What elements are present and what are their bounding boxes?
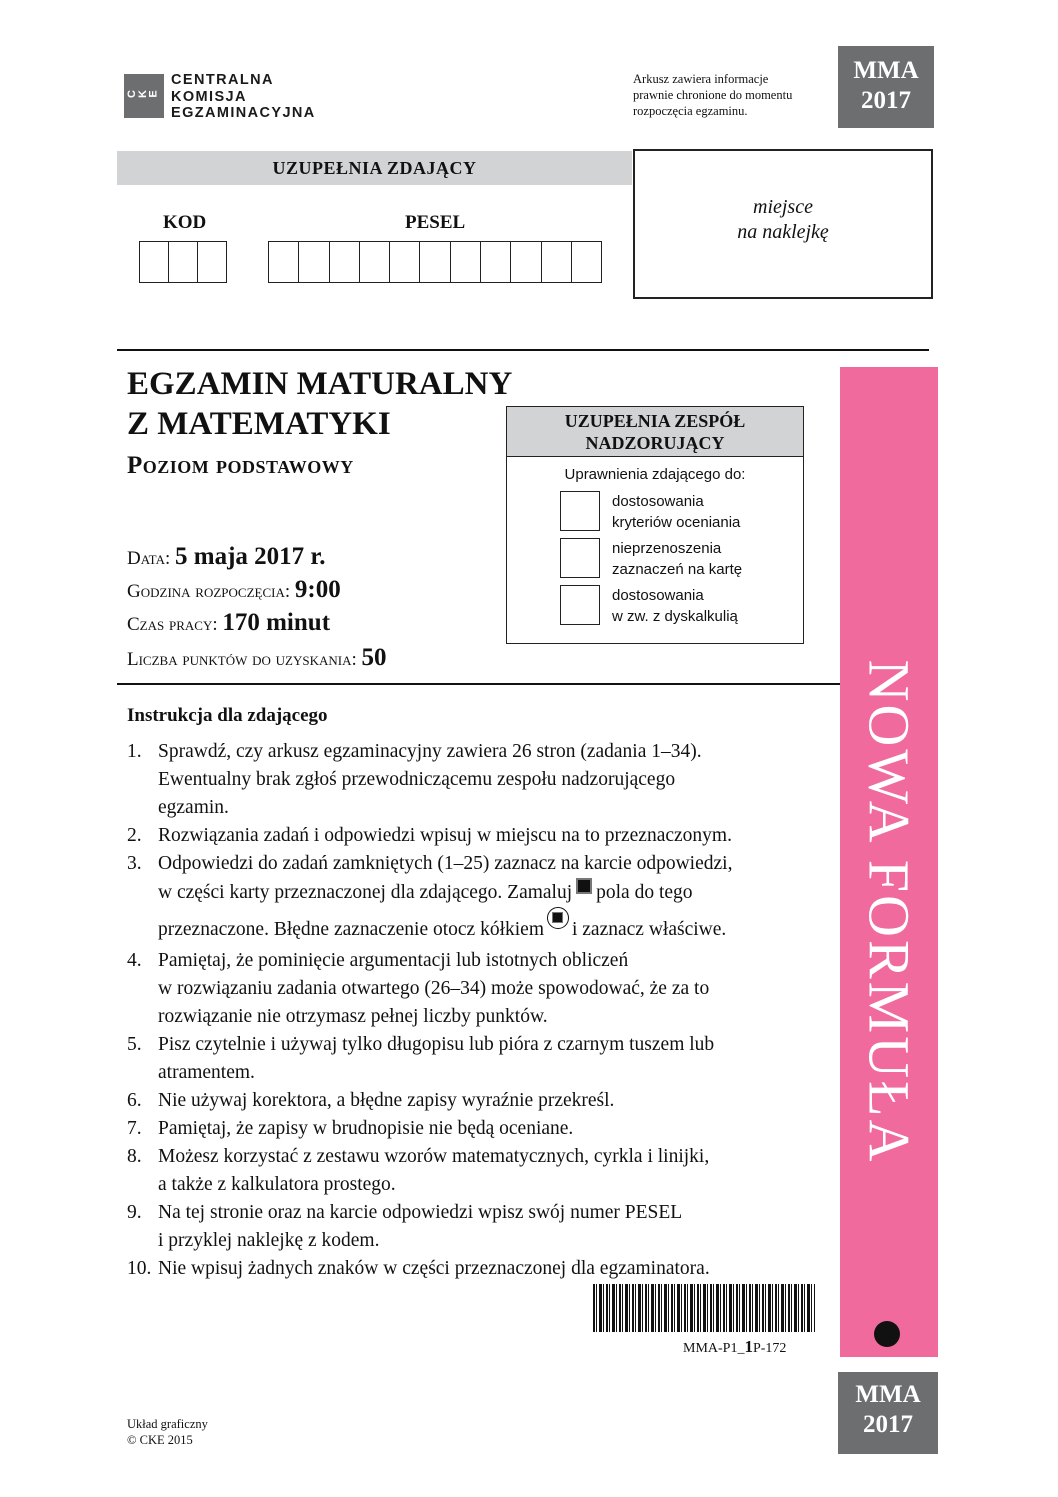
instruction-text: Nie wpisuj żadnych znaków w części przeznaczonej dla egzaminatora. [158, 1258, 710, 1279]
instruction-item [127, 1199, 807, 1255]
duration-value: 170 minut [222, 609, 331, 636]
divider-middle [117, 683, 840, 685]
pesel-digit-cell[interactable] [330, 242, 360, 282]
pesel-digit-cell[interactable] [511, 242, 541, 282]
logo-letter: K [136, 90, 149, 98]
instruction-item [127, 1115, 807, 1143]
date-value: 5 maja 2017 r. [175, 543, 326, 570]
instruction-item [127, 1087, 807, 1115]
footer-line: Układ graficzny [127, 1417, 208, 1431]
kod-digit-cell[interactable] [198, 242, 227, 282]
instruction-number: 9. [127, 1202, 142, 1223]
divider-top [117, 349, 929, 351]
logo-line: CENTRALNA [171, 72, 274, 88]
instruction-number: 7. [127, 1118, 142, 1139]
permission-label [612, 491, 740, 533]
exam-start-time [127, 576, 341, 604]
instruction-item [127, 1031, 807, 1087]
cke-logo [124, 72, 334, 122]
sticker-label-line: miejsce [753, 196, 813, 218]
pesel-digit-cell[interactable] [572, 242, 602, 282]
instructions-list [127, 738, 807, 1283]
instruction-item [127, 1143, 807, 1199]
barcode-code [683, 1337, 786, 1357]
instruction-text: Odpowiedzi do zadań zamkniętych (1–25) zaznacz na karcie odpowiedzi, [158, 853, 733, 874]
exam-title-line: EGZAMIN MATURALNY [127, 366, 513, 402]
exam-code-top [838, 46, 934, 128]
instruction-text: Sprawdź, czy arkusz egzaminacyjny zawiera 26 stron (zadania 1–34). [158, 741, 702, 762]
pesel-label: PESEL [405, 212, 466, 233]
pesel-digit-cell[interactable] [360, 242, 390, 282]
instruction-text: Ewentualny brak zgłoś przewodniczącemu zespołu nadzorującego [158, 769, 676, 790]
footer-credits [127, 1416, 208, 1448]
cke-logo-mark [124, 74, 164, 118]
pesel-digit-cell[interactable] [542, 242, 572, 282]
permission-checkbox[interactable] [560, 491, 600, 531]
exam-code-line: MMA [853, 57, 919, 84]
permission-label-line: zaznaczeń na kartę [612, 561, 743, 578]
kod-field[interactable] [139, 241, 227, 283]
supervisors-header-line: UZUPEŁNIA ZESPÓŁ [564, 411, 746, 431]
instruction-text: Pisz czytelnie i używaj tylko długopisu lub pióra z czarnym tuszem lub [158, 1034, 715, 1055]
instruction-number: 2. [127, 825, 142, 846]
pesel-digit-cell[interactable] [299, 242, 329, 282]
permission-label-line: dostosowania [612, 493, 704, 510]
instruction-item [127, 738, 807, 822]
supervisors-subtitle: Uprawnienia zdającego do: [564, 466, 746, 483]
exam-code-bottom [838, 1372, 938, 1454]
instruction-text: w części karty przeznaczonej dla zdającego. Zamaluj [158, 882, 573, 903]
barcode [593, 1284, 815, 1332]
exam-points [127, 644, 386, 672]
start-value: 9:00 [294, 576, 341, 603]
new-formula-text: NOWA FORMUŁA [856, 659, 922, 1165]
banner-dot [874, 1321, 900, 1347]
instruction-text: Na tej stronie oraz na karcie odpowiedzi wpisz swój numer PESEL [158, 1202, 683, 1223]
exam-level: Poziom podstawowy [127, 452, 354, 479]
instruction-number: 3. [127, 853, 142, 874]
points-value: 50 [361, 644, 387, 671]
instruction-text: egzamin. [158, 797, 229, 818]
instruction-text: Rozwiązania zadań i odpowiedzi wpisuj w miejscu na to przeznaczonym. [158, 825, 732, 846]
permission-label-line: w zw. z dyskalkulią [612, 608, 738, 625]
pesel-field[interactable] [268, 241, 602, 283]
instruction-item [127, 947, 807, 1031]
sticker-label-line: na naklejkę [737, 221, 829, 243]
instruction-number: 8. [127, 1146, 142, 1167]
instruction-item [127, 1255, 807, 1283]
permission-checkbox[interactable] [560, 585, 600, 625]
start-label: Godzina rozpoczęcia: [127, 581, 291, 602]
instruction-text: i zaznacz właściwe. [571, 919, 727, 940]
instruction-item [127, 850, 807, 947]
supervisors-section [506, 406, 804, 644]
duration-label: Czas pracy: [127, 614, 218, 635]
exam-date [127, 543, 325, 571]
permission-label-line: kryteriów oceniania [612, 514, 741, 531]
instruction-text-line [158, 907, 807, 947]
circled-square-icon [547, 907, 569, 929]
pesel-digit-cell[interactable] [451, 242, 481, 282]
instruction-text: i przyklej naklejkę z kodem. [158, 1230, 380, 1251]
protected-info-note [633, 71, 833, 119]
barcode-code-prefix: MMA-P1_ [683, 1341, 745, 1356]
instruction-text: przeznaczone. Błędne zaznaczenie otocz kółkiem [158, 919, 544, 940]
kod-label: KOD [163, 212, 207, 233]
instruction-text: pola do tego [596, 882, 693, 903]
points-label: Liczba punktów do uzyskania: [127, 649, 357, 670]
instruction-number: 10. [127, 1258, 152, 1279]
instruction-text: w rozwiązaniu zadania otwartego (26–34) może spowodować, że za to [158, 978, 710, 999]
exam-year-line: 2017 [863, 1411, 913, 1438]
pesel-digit-cell[interactable] [390, 242, 420, 282]
barcode-code-bold: 1 [744, 1337, 753, 1356]
exam-code-line: MMA [855, 1381, 921, 1408]
instruction-number: 5. [127, 1034, 142, 1055]
info-note-line: Arkusz zawiera informacje [633, 72, 769, 86]
exam-year-line: 2017 [861, 87, 911, 114]
pesel-digit-cell[interactable] [420, 242, 450, 282]
new-formula-banner [840, 367, 938, 1357]
permission-label [612, 538, 742, 580]
cke-logo-text [171, 72, 316, 122]
logo-letter: E [147, 90, 160, 98]
exam-title [127, 364, 512, 444]
permission-label-line: dostosowania [612, 587, 704, 604]
instruction-number: 1. [127, 741, 142, 762]
exam-duration [127, 609, 330, 637]
pesel-digit-cell[interactable] [481, 242, 511, 282]
instruction-text: Nie używaj korektora, a błędne zapisy wyraźnie przekreśl. [158, 1090, 615, 1111]
instruction-text: Pamiętaj, że zapisy w brudnopisie nie będą oceniane. [158, 1118, 574, 1139]
instruction-number: 6. [127, 1090, 142, 1111]
supervisors-header [507, 407, 803, 457]
logo-line: KOMISJA [171, 88, 247, 105]
logo-line: EGZAMINACYJNA [171, 105, 316, 121]
instruction-text: Możesz korzystać z zestawu wzorów matematycznych, cyrkla i linijki, [158, 1146, 710, 1167]
instruction-text-line [158, 878, 807, 907]
student-section-header: UZUPEŁNIA ZDAJĄCY [117, 151, 632, 185]
instruction-text: rozwiązanie nie otrzymasz pełnej liczby punktów. [158, 1006, 548, 1027]
instruction-item [127, 822, 807, 850]
instruction-text: atramentem. [158, 1062, 255, 1083]
supervisors-header-line: NADZORUJĄCY [585, 433, 725, 453]
instruction-number: 4. [127, 950, 142, 971]
date-label: Data: [127, 548, 171, 569]
info-note-line: prawnie chronione do momentu [633, 88, 793, 102]
exam-title-line: Z MATEMATYKI [127, 406, 391, 442]
instructions-title: Instrukcja dla zdającego [127, 705, 328, 726]
barcode-code-suffix: P-172 [752, 1341, 787, 1356]
filled-square-icon [576, 878, 592, 894]
kod-digit-cell[interactable] [140, 242, 169, 282]
info-note-line: rozpoczęcia egzaminu. [633, 104, 748, 118]
instruction-text: Pamiętaj, że pominięcie argumentacji lub istotnych obliczeń [158, 950, 629, 971]
permission-label [612, 585, 738, 627]
footer-line: © CKE 2015 [127, 1433, 193, 1447]
pesel-digit-cell[interactable] [269, 242, 299, 282]
logo-letter: C [125, 90, 138, 98]
permission-checkbox[interactable] [560, 538, 600, 578]
instruction-text: a także z kalkulatora prostego. [158, 1174, 396, 1195]
sticker-area [633, 149, 933, 299]
permission-label-line: nieprzenoszenia [612, 540, 722, 557]
kod-digit-cell[interactable] [169, 242, 198, 282]
